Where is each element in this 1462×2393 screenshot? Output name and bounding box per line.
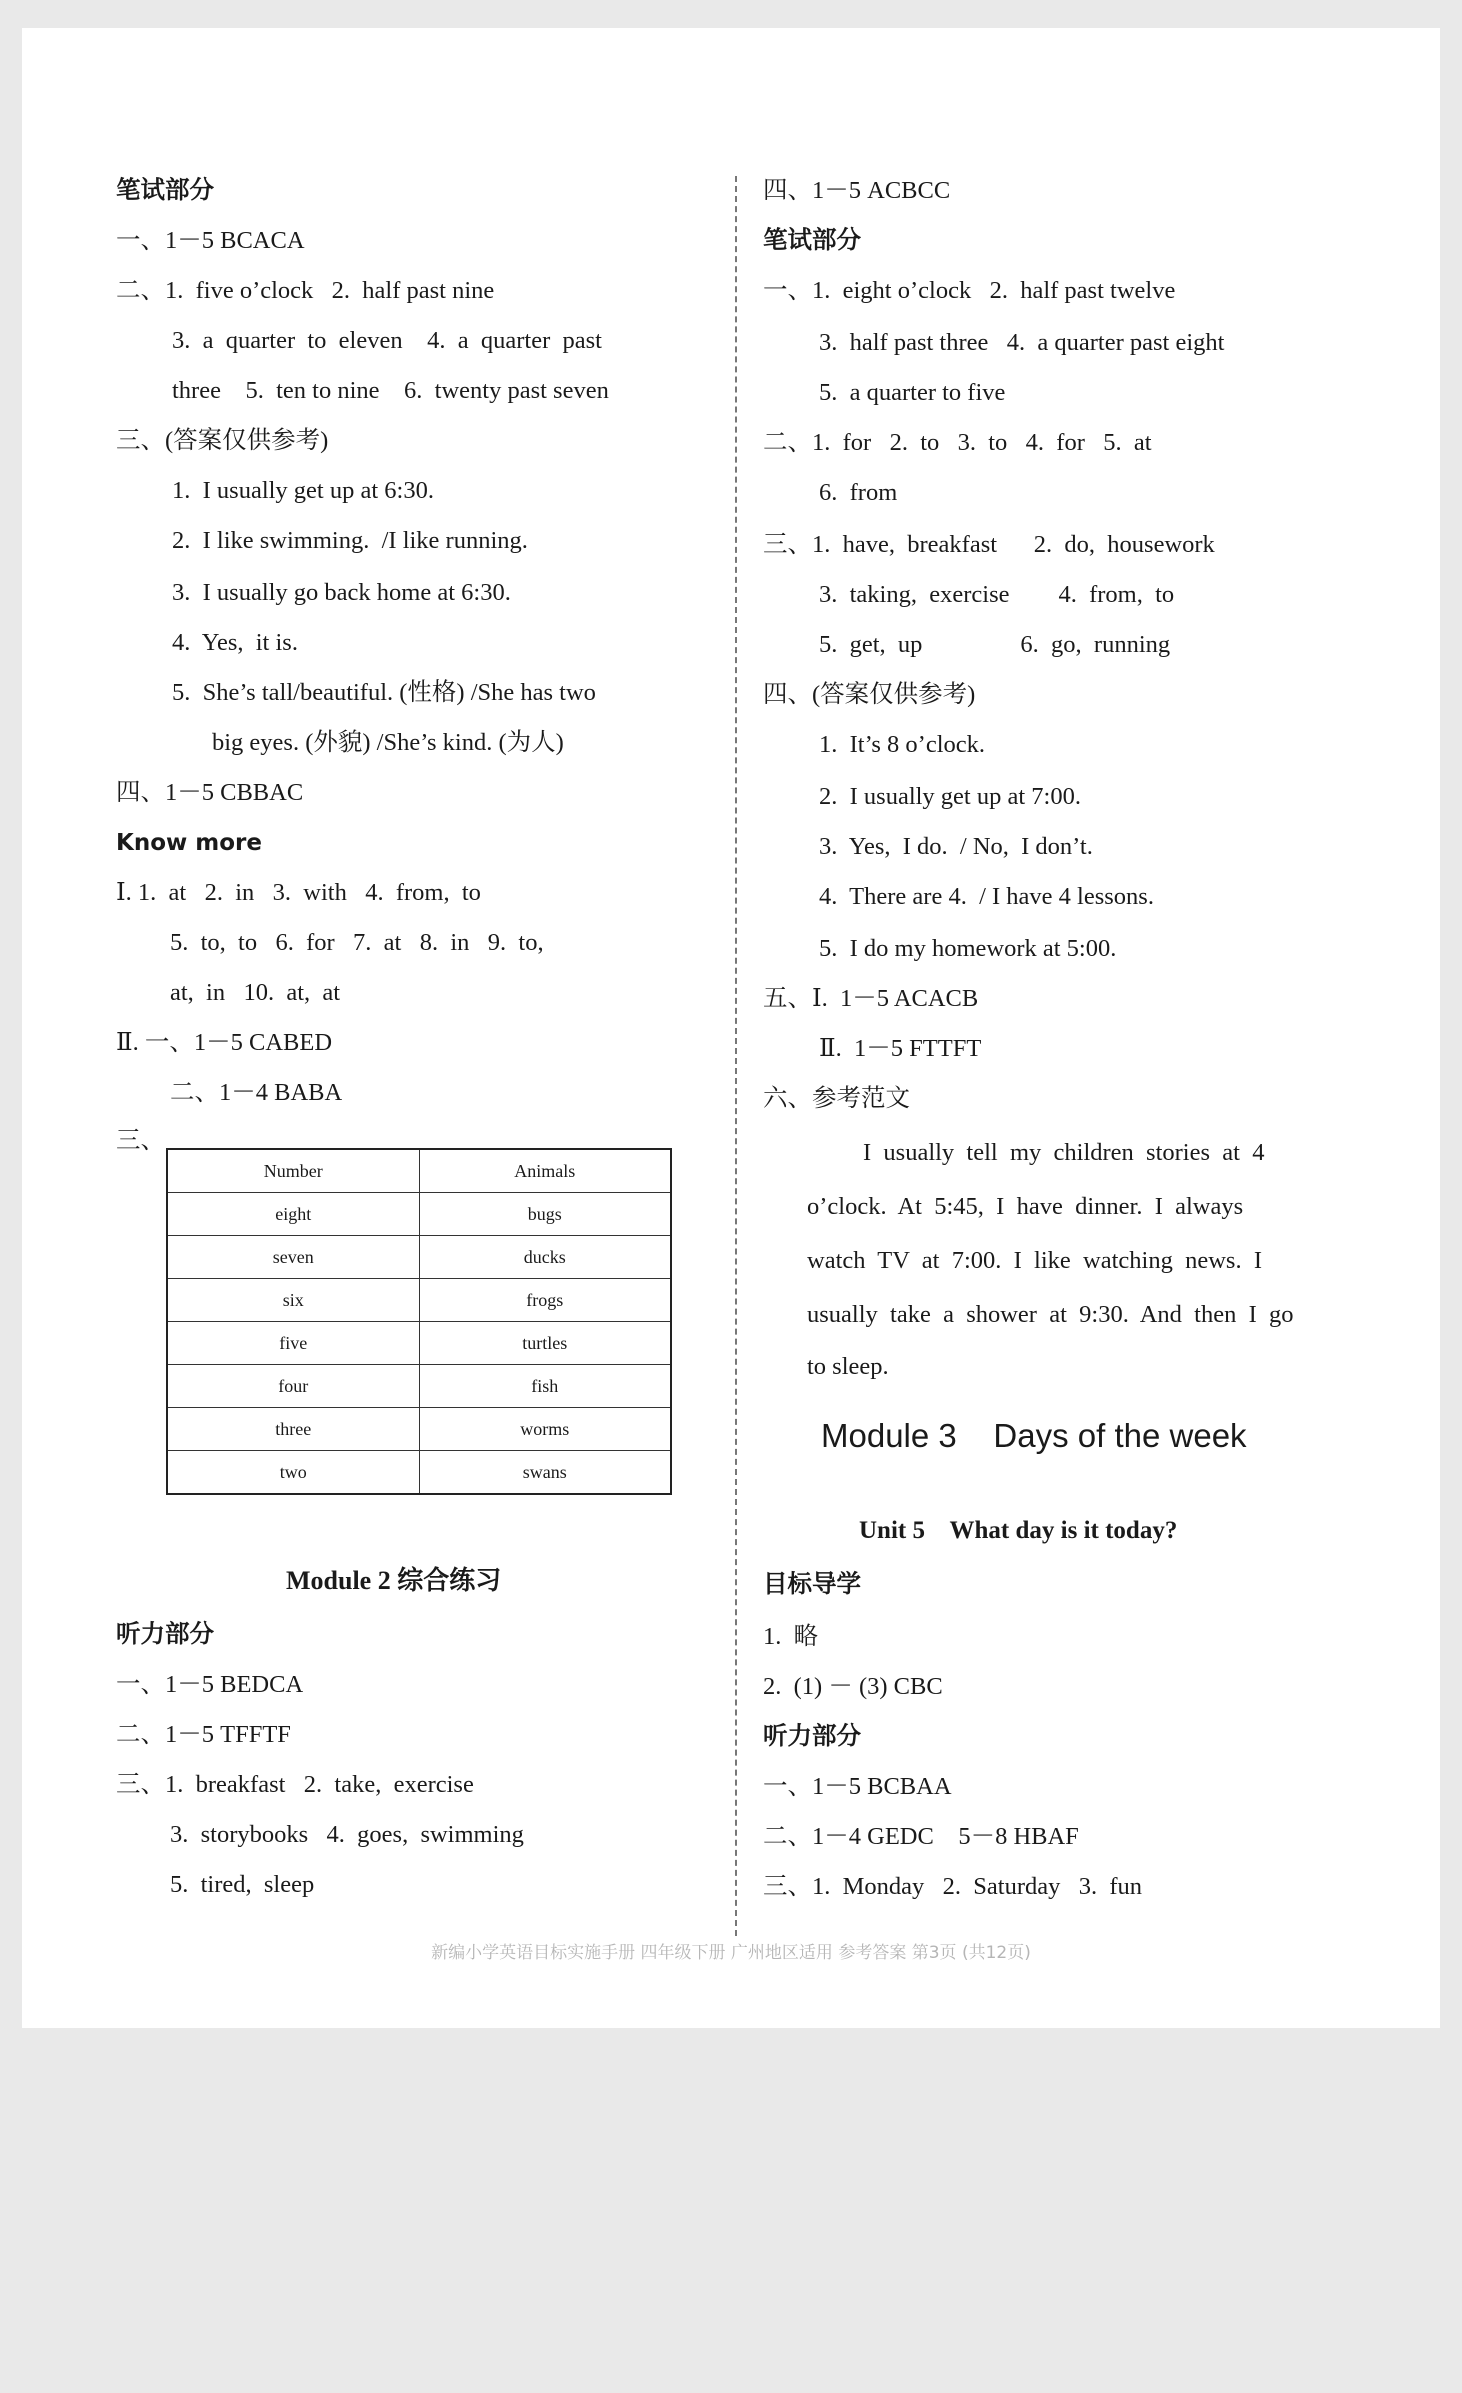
table-cell: three <box>167 1408 419 1451</box>
table-row <box>167 1365 671 1408</box>
essay-line: usually take a shower at 9:30. And then I go <box>807 1301 1294 1328</box>
answer-line: 3. taking, exercise 4. from, to <box>819 581 1175 608</box>
number-animals-table <box>166 1148 672 1495</box>
table-cell: eight <box>167 1193 419 1236</box>
table-cell: five <box>167 1322 419 1365</box>
answer-line: Ⅱ. 1－5 FTTFT <box>819 1035 982 1062</box>
answer-line: 三、1. breakfast 2. take, exercise <box>116 1771 474 1798</box>
answer-line: 一、1. eight o’clock 2. half past twelve <box>763 277 1176 304</box>
answer-line: 3. Yes, I do. / No, I don’t. <box>819 833 1093 860</box>
table-cell: seven <box>167 1236 419 1279</box>
answer-line: 一、1－5 BCACA <box>116 227 305 254</box>
answer-line: 6. from <box>819 479 898 506</box>
table-row <box>167 1322 671 1365</box>
table-cell: two <box>167 1451 419 1495</box>
section-heading: 笔试部分 <box>116 177 214 204</box>
answer-line: 二、1－5 TFFTF <box>116 1721 291 1748</box>
table-cell: ducks <box>419 1236 671 1279</box>
answer-line: 1. 略 <box>763 1623 819 1650</box>
table-row <box>167 1279 671 1322</box>
answer-line: 5. a quarter to five <box>819 379 1006 406</box>
answer-line: 5. I do my homework at 5:00. <box>819 935 1117 962</box>
answer-line: 3. a quarter to eleven 4. a quarter past <box>172 327 602 354</box>
answer-line: 二、1. five o’clock 2. half past nine <box>116 277 495 304</box>
answer-line: Ⅱ. 一、1－5 CABED <box>116 1029 333 1056</box>
table-header-row <box>167 1149 671 1193</box>
answer-line: three 5. ten to nine 6. twenty past seven <box>172 377 609 404</box>
table-cell: six <box>167 1279 419 1322</box>
unit-5-title: Unit 5 What day is it today? <box>859 1517 1178 1544</box>
table-cell: frogs <box>419 1279 671 1322</box>
answer-line: 3. half past three 4. a quarter past eight <box>819 329 1225 356</box>
answer-line: 三、1. have, breakfast 2. do, housework <box>763 531 1215 558</box>
answer-line: big eyes. (外貌) /She’s kind. (为人) <box>212 729 564 756</box>
answer-line: 二、1－4 BABA <box>170 1079 343 1106</box>
answer-line: 3. storybooks 4. goes, swimming <box>170 1821 524 1848</box>
table-cell: worms <box>419 1408 671 1451</box>
answer-line: 2. (1) － (3) CBC <box>763 1673 943 1700</box>
answer-line: 四、1－5 ACBCC <box>763 177 951 204</box>
column-divider <box>735 176 737 1936</box>
answer-line: 三、 <box>116 1127 165 1154</box>
table-cell: turtles <box>419 1322 671 1365</box>
answer-line: 4. There are 4. / I have 4 lessons. <box>819 883 1154 910</box>
answer-line: 二、1－4 GEDC 5－8 HBAF <box>763 1823 1079 1850</box>
table-header-number: Number <box>167 1149 419 1193</box>
answer-line: 五、Ⅰ. 1－5 ACACB <box>763 985 979 1012</box>
answer-line: 1. It’s 8 o’clock. <box>819 731 986 758</box>
answer-sheet <box>22 28 1440 2028</box>
answer-line: 4. Yes, it is. <box>172 629 298 656</box>
essay-line: I usually tell my children stories at 4 <box>863 1139 1265 1166</box>
section-heading: 四、(答案仅供参考) <box>763 681 976 708</box>
answer-line: 1. I usually get up at 6:30. <box>172 477 434 504</box>
answer-line: 2. I usually get up at 7:00. <box>819 783 1081 810</box>
section-heading: 六、参考范文 <box>763 1085 910 1112</box>
table-cell: swans <box>419 1451 671 1495</box>
table-row <box>167 1236 671 1279</box>
section-heading: 目标导学 <box>763 1571 861 1598</box>
answer-line: 5. get, up 6. go, running <box>819 631 1171 658</box>
answer-line: 5. She’s tall/beautiful. (性格) /She has two <box>172 679 596 706</box>
answer-line: 三、1. Monday 2. Saturday 3. fun <box>763 1873 1143 1900</box>
module-2-title: Module 2 综合练习 <box>286 1566 502 1595</box>
page-footer: 新编小学英语目标实施手册 四年级下册 广州地区适用 参考答案 第3页 (共12页) <box>431 1943 1031 1963</box>
answer-line: 5. tired, sleep <box>170 1871 315 1898</box>
section-heading: 听力部分 <box>116 1621 214 1648</box>
section-heading: 三、(答案仅供参考) <box>116 427 329 454</box>
answer-line: 四、1－5 CBBAC <box>116 779 304 806</box>
answer-line: 2. I like swimming. /I like running. <box>172 527 528 554</box>
answer-line: 5. to, to 6. for 7. at 8. in 9. to, <box>170 929 544 956</box>
table-cell: fish <box>419 1365 671 1408</box>
answer-line: 一、1－5 BCBAA <box>763 1773 952 1800</box>
answer-line: 3. I usually go back home at 6:30. <box>172 579 511 606</box>
table-header-animals: Animals <box>419 1149 671 1193</box>
know-more-heading: Know more <box>116 830 262 856</box>
answer-line: 一、1－5 BEDCA <box>116 1671 304 1698</box>
table-cell: four <box>167 1365 419 1408</box>
table-row <box>167 1451 671 1495</box>
module-3-title: Module 3 Days of the week <box>821 1417 1247 1454</box>
section-heading: 笔试部分 <box>763 227 861 254</box>
essay-line: o’clock. At 5:45, I have dinner. I always <box>807 1193 1244 1220</box>
table-row <box>167 1408 671 1451</box>
answer-line: Ⅰ. 1. at 2. in 3. with 4. from, to <box>116 879 481 906</box>
essay-line: to sleep. <box>807 1353 889 1380</box>
answer-line: 二、1. for 2. to 3. to 4. for 5. at <box>763 429 1152 456</box>
table-row <box>167 1193 671 1236</box>
answer-line: at, in 10. at, at <box>170 979 341 1006</box>
essay-line: watch TV at 7:00. I like watching news. I <box>807 1247 1262 1274</box>
section-heading: 听力部分 <box>763 1723 861 1750</box>
table-cell: bugs <box>419 1193 671 1236</box>
